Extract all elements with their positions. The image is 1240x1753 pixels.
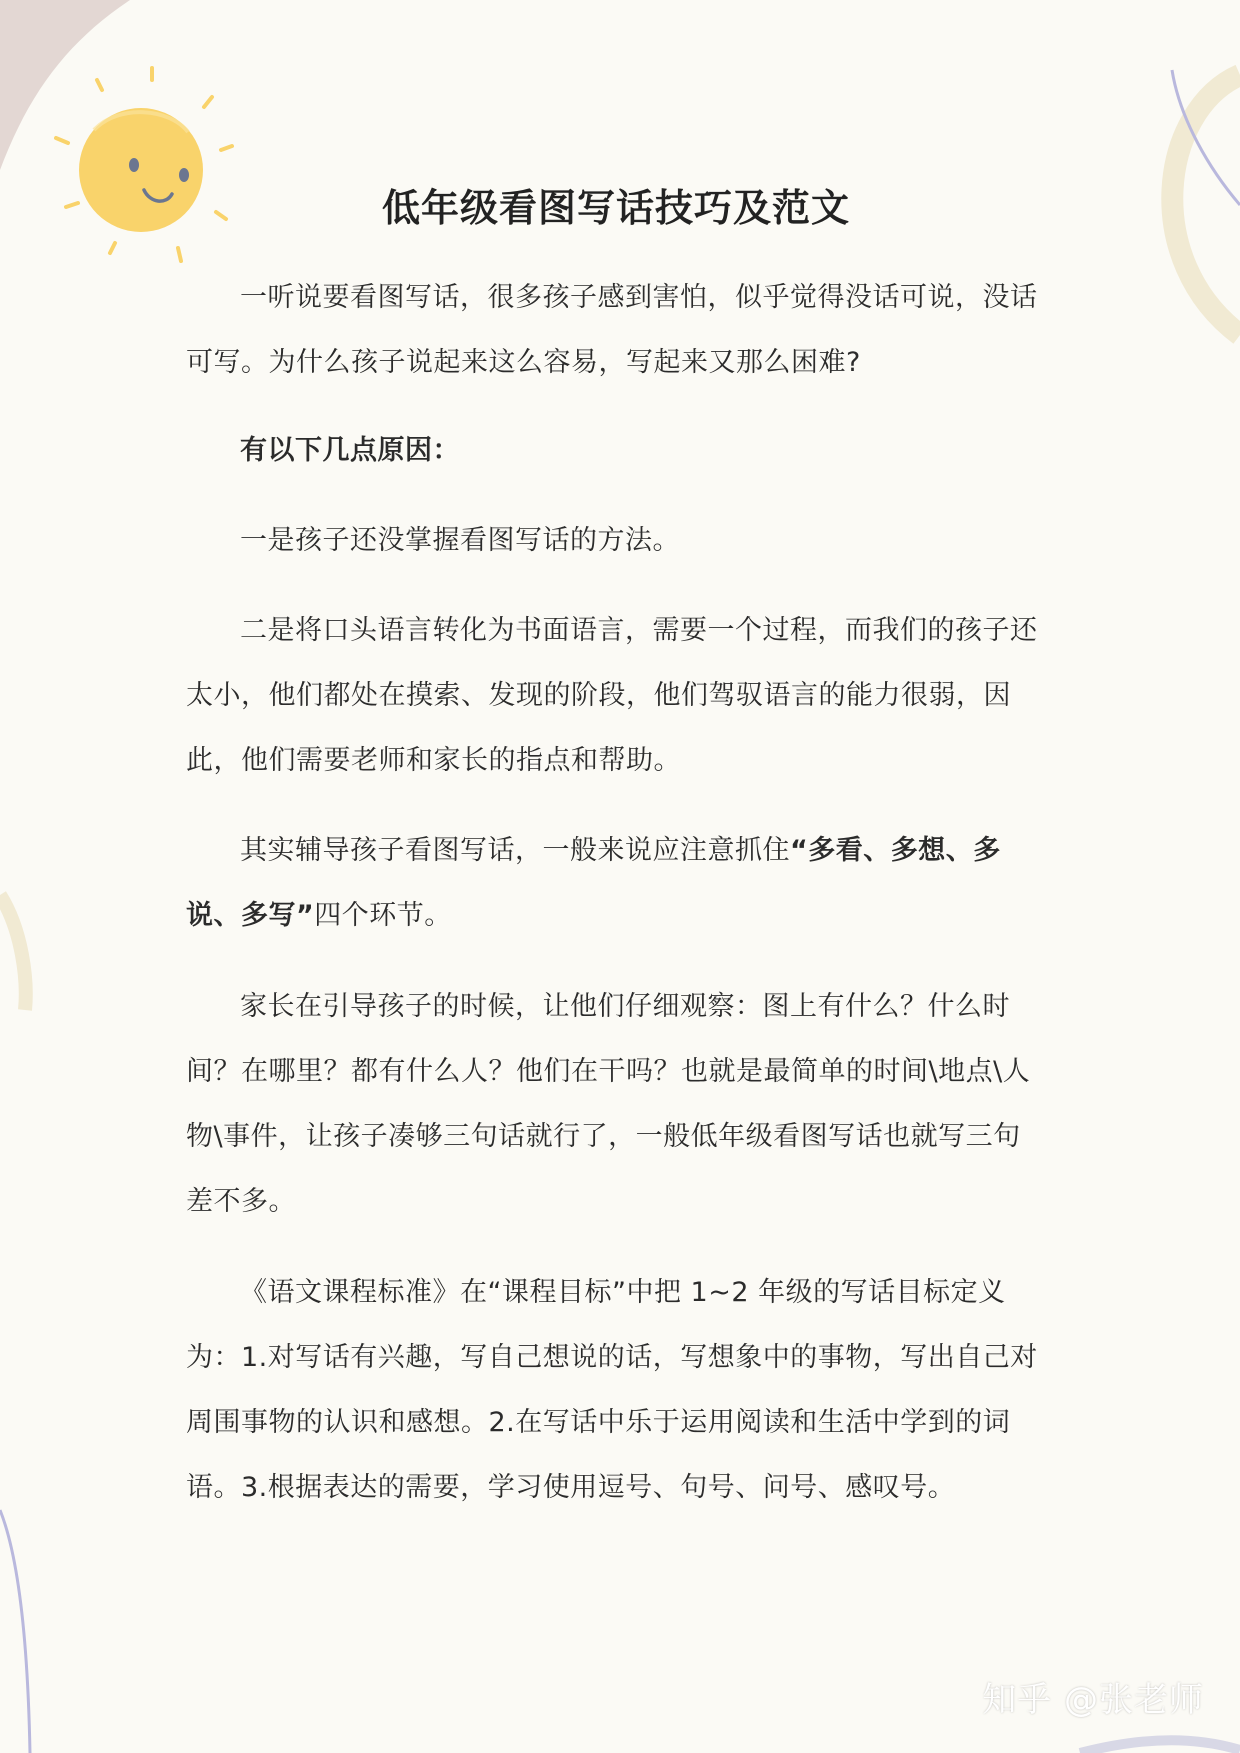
four-steps-text-before: 其实辅导孩子看图写话，一般来说应注意抓住: [240, 835, 790, 866]
paragraph-reason-one: 一是孩子还没掌握看图写话的方法。: [240, 525, 680, 556]
bottom-left-line: [0, 1510, 30, 1753]
right-arc: [1172, 75, 1240, 335]
paragraph-reasons-heading: 有以下几点原因：: [240, 435, 460, 466]
bottom-right-arc: [1080, 1740, 1240, 1753]
left-arc: [0, 895, 26, 1010]
four-steps-text-after: 四个环节。: [314, 900, 452, 931]
paragraph-four-steps: [186, 818, 1046, 948]
paragraph-reason-two: 二是将口头语言转化为书面语言，需要一个过程，而我们的孩子还太小，他们都处在摸索、发现的阶段，他们驾驭语言的能力很弱，因此，他们需要老师和家长的指点和帮助。: [186, 615, 1038, 776]
four-steps-bold: “多看、多想、多说、多写”: [186, 835, 1001, 931]
paragraph-curriculum: 《语文课程标准》在“课程目标”中把 1~2 年级的写话目标定义为：1.对写话有兴趣，写自己想说的话，写想象中的事物，写出自己对周围事物的认识和感想。2.在写话中乐于运用阅读和生活中学到的词语。3.根据表达的需要，学习使用逗号、句号、问号、感叹号。: [186, 1277, 1038, 1503]
paragraph-intro: 一听说要看图写话，很多孩子感到害怕，似乎觉得没话可说，没话可写。为什么孩子说起来这么容易，写起来又那么困难?: [186, 282, 1038, 378]
watermark: 知乎 @张老师: [982, 1680, 1204, 1720]
page-title: 低年级看图写话技巧及范文: [381, 186, 850, 230]
paragraph-guidance: 家长在引导孩子的时候，让他们仔细观察：图上有什么？什么时间？在哪里？都有什么人？他们在干吗？也就是最简单的时间\地点\人物\事件，让孩子凑够三句话就行了，一般低年级看图写话也就写三句差不多。: [186, 991, 1031, 1217]
